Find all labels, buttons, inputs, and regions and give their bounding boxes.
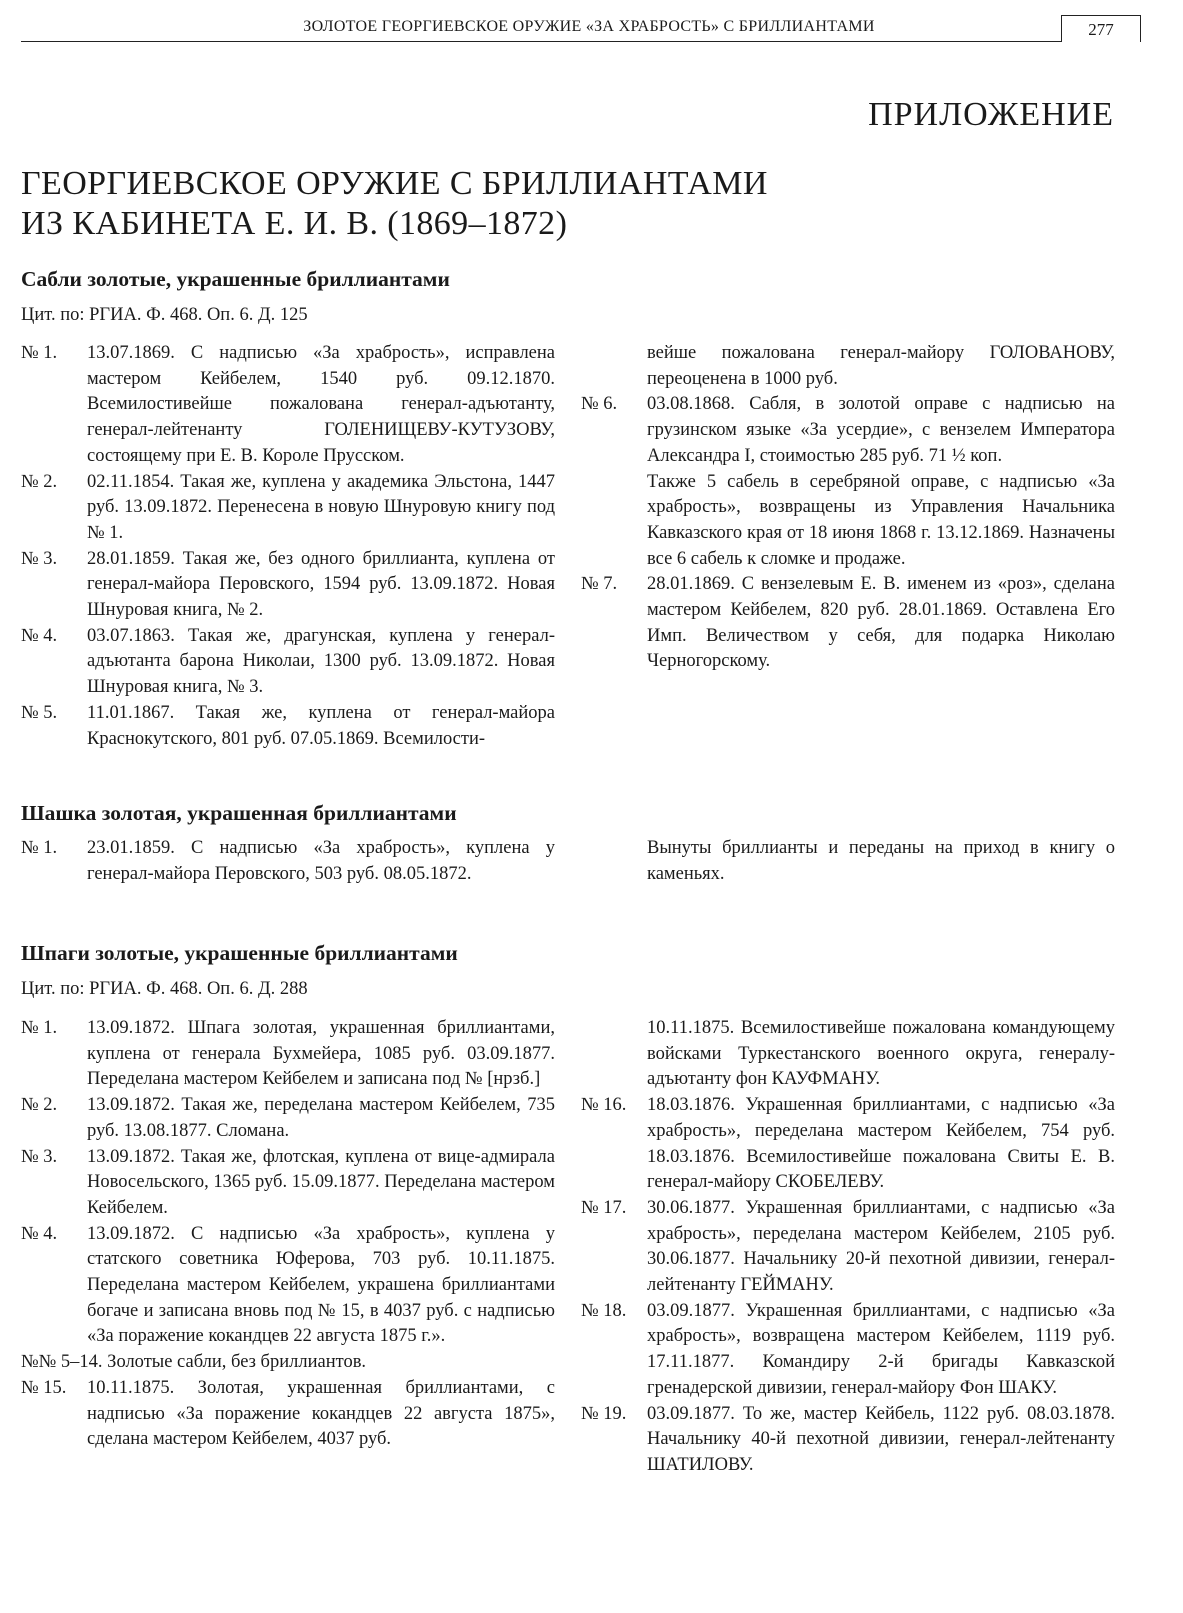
- entry-text: 23.01.1859. С надписью «За храбрость», куплена у генерал-майора Перовского, 503 руб. 08.05.1872.: [87, 838, 555, 884]
- entry-text: 13.09.1872. С надписью «За храбрость», куплена у статского советника Юферова, 703 руб. 10.11.1875. Переделана мастером Кейбелем, украшена бриллиантами богаче и записана вновь под № 15, в 4037 руб. с надписью «За поражение кокандцев 22 августа 1875 г.».: [87, 1223, 555, 1347]
- entry-number: № 4.: [21, 1223, 58, 1244]
- page-title: [21, 164, 768, 244]
- list-item: [21, 1016, 555, 1093]
- entry-number: № 5.: [21, 702, 58, 723]
- section-source-sabres: Цит. по: РГИА. Ф. 468. Оп. 6. Д. 125: [21, 305, 308, 325]
- list-item: [21, 1093, 555, 1144]
- entry-text: 02.11.1854. Такая же, куплена у академика Эльстона, 1447 руб. 13.09.1872. Перенесена в новую Шнуровую книгу под № 1.: [87, 471, 555, 543]
- list-item: [21, 547, 555, 624]
- shashka-right-column: [581, 836, 1115, 887]
- entry-text: 13.09.1872. Такая же, переделана мастером Кейбелем, 735 руб. 13.08.1877. Сломана.: [87, 1095, 555, 1141]
- entry-number: № 19.: [581, 1403, 627, 1424]
- list-item: [21, 341, 555, 470]
- list-item: [581, 1402, 1115, 1479]
- entry-number: № 7.: [581, 574, 618, 595]
- entry-text: 11.01.1867. Такая же, куплена от генерал-майора Краснокутского, 801 руб. 07.05.1869. Всемилости-: [87, 702, 555, 749]
- section-title-shashka: Шашка золотая, украшенная бриллиантами: [21, 801, 457, 825]
- entry-number: № 2.: [21, 471, 58, 492]
- header-rule: [21, 41, 1062, 42]
- entry-number: № 3.: [21, 548, 58, 569]
- entry-number: № 1.: [21, 1018, 58, 1038]
- sabres-left-column: [21, 341, 555, 752]
- section-title-sabres: Сабли золотые, украшенные бриллиантами: [21, 267, 450, 291]
- entry-number: № 4.: [21, 625, 58, 646]
- section-title-swords: Шпаги золотые, украшенные бриллиантами: [21, 941, 458, 965]
- sabres-right-column: [581, 341, 1115, 675]
- appendix-label: ПРИЛОЖЕНИЕ: [868, 96, 1114, 133]
- entry-text: 03.09.1877. Украшенная бриллиантами, с надписью «За храбрость», возвращена мастером Кейбелем, 1119 руб. 17.11.1877. Командиру 2-й бригады Кавказской гренадерской дивизии, генерал-майору Фон ШАКУ.: [647, 1300, 1115, 1398]
- entry-number: № 2.: [21, 1095, 58, 1116]
- section-source-swords: Цит. по: РГИА. Ф. 468. Оп. 6. Д. 288: [21, 979, 308, 999]
- list-item: [581, 1093, 1115, 1196]
- entry-number: № 6.: [581, 394, 618, 415]
- entry-text: 10.11.1875. Золотая, украшенная бриллиантами, с надписью «За поражение кокандцев 22 августа 1875», сделана мастером Кейбелем, 4037 руб.: [87, 1377, 555, 1450]
- list-item: [581, 1299, 1115, 1402]
- entry-text: 28.01.1869. С вензелевым Е. В. именем из «роз», сделана мастером Кейбелем, 820 руб. 28.01.1869. Оставлена Его Имп. Величеством у себя, для подарка Николаю Черногорскому.: [647, 574, 1115, 672]
- entry-number: № 18.: [581, 1300, 627, 1321]
- page-title-line-2: ИЗ КАБИНЕТА Е. И. В. (1869–1872): [21, 205, 568, 242]
- swords-right-column: [581, 1016, 1115, 1479]
- list-item-continuation: 10.11.1875. Всемилостивейше пожалована командующему войсками Туркестанского военного округа, генералу-адъютанту фон КАУФМАНУ.: [647, 1018, 1115, 1090]
- list-item: [21, 1145, 555, 1222]
- list-item: [581, 1196, 1115, 1299]
- entry-number: № 17.: [581, 1197, 627, 1218]
- list-item-note: Также 5 сабель в серебряной оправе, с надписью «За храбрость», возвращены из Управления Начальника Кавказского края от 18 июня 1868 г. 13.12.1869. Назначены все 6 сабель к сломке и продаже.: [647, 471, 1115, 569]
- shashka-left-column: [21, 836, 555, 887]
- entry-number: № 15.: [21, 1377, 67, 1398]
- list-item: [21, 1222, 555, 1351]
- entry-number: № 3.: [21, 1146, 58, 1167]
- entry-text: 18.03.1876. Украшенная бриллиантами, с надписью «За храбрость», переделана мастером Кейбелем, 754 руб. 18.03.1876. Всемилостивейше пожалована Свиты Е. В. генерал-майору СКОБЕЛЕВУ.: [647, 1095, 1115, 1193]
- list-item: [21, 470, 555, 547]
- entry-text: 13.09.1872. Такая же, флотская, куплена от вице-адмирала Новосельского, 1365 руб. 15.09.1877. Переделана мастером Кейбелем.: [87, 1146, 555, 1218]
- entry-number: № 1.: [21, 343, 58, 363]
- page-number: 277: [1061, 15, 1141, 42]
- list-item: [21, 624, 555, 701]
- list-item-range: №№ 5–14. Золотые сабли, без бриллиантов.: [21, 1352, 367, 1373]
- list-item: [581, 392, 1115, 469]
- swords-left-column: [21, 1016, 555, 1453]
- list-item: [21, 701, 555, 752]
- entry-text: 30.06.1877. Украшенная бриллиантами, с надписью «За храбрость», переделана мастером Кейбелем, 2105 руб. 30.06.1877. Начальнику 20-й пехотной дивизии, генерал-лейтенанту ГЕЙМАНУ.: [647, 1197, 1115, 1296]
- entry-text: 13.07.1869. С надписью «За храбрость», исправлена мастером Кейбелем, 1540 руб. 09.12.1870. Всемилостивейше пожалована генерал-адъютанту, генерал-лейтенанту ГОЛЕНИЩЕВУ-КУТУЗОВУ, состоящему при Е. В. Короле Прусском.: [87, 343, 555, 466]
- list-item-continuation: Вынуты бриллианты и переданы на приход в книгу о каменьях.: [647, 838, 1115, 884]
- entry-text: 13.09.1872. Шпага золотая, украшенная бриллиантами, куплена от генерала Бухмейера, 1085 руб. 03.09.1877. Переделана мастером Кейбелем и записана под № [нрзб.]: [87, 1018, 555, 1090]
- entry-text: 28.01.1859. Такая же, без одного бриллианта, куплена от генерал-майора Перовского, 1594 руб. 13.09.1872. Новая Шнуровая книга, № 2.: [87, 548, 555, 621]
- page-title-line-1: ГЕОРГИЕВСКОЕ ОРУЖИЕ С БРИЛЛИАНТАМИ: [21, 165, 768, 202]
- list-item: [581, 572, 1115, 675]
- entry-text: 03.08.1868. Сабля, в золотой оправе с надписью на грузинском языке «За усердие», с вензелем Императора Александра I, стоимостью 285 руб. 71 ½ коп.: [647, 394, 1115, 466]
- running-header-title: ЗОЛОТОЕ ГЕОРГИЕВСКОЕ ОРУЖИЕ «ЗА ХРАБРОСТЬ» С БРИЛЛИАНТАМИ: [303, 18, 875, 35]
- entry-number: № 16.: [581, 1095, 627, 1116]
- entry-text: 03.09.1877. То же, мастер Кейбель, 1122 руб. 08.03.1878. Начальнику 40-й пехотной дивизии, генерал-лейтенанту ШАТИЛОВУ.: [647, 1403, 1115, 1475]
- list-item: [21, 836, 555, 887]
- list-item-continuation: вейше пожалована генерал-майору ГОЛОВАНОВУ, переоценена в 1000 руб.: [647, 343, 1115, 389]
- list-item: [21, 1376, 555, 1453]
- entry-number: № 1.: [21, 838, 58, 858]
- entry-text: 03.07.1863. Такая же, драгунская, куплена у генерал-адъютанта барона Николаи, 1300 руб. 13.09.1872. Новая Шнуровая книга, № 3.: [87, 625, 555, 698]
